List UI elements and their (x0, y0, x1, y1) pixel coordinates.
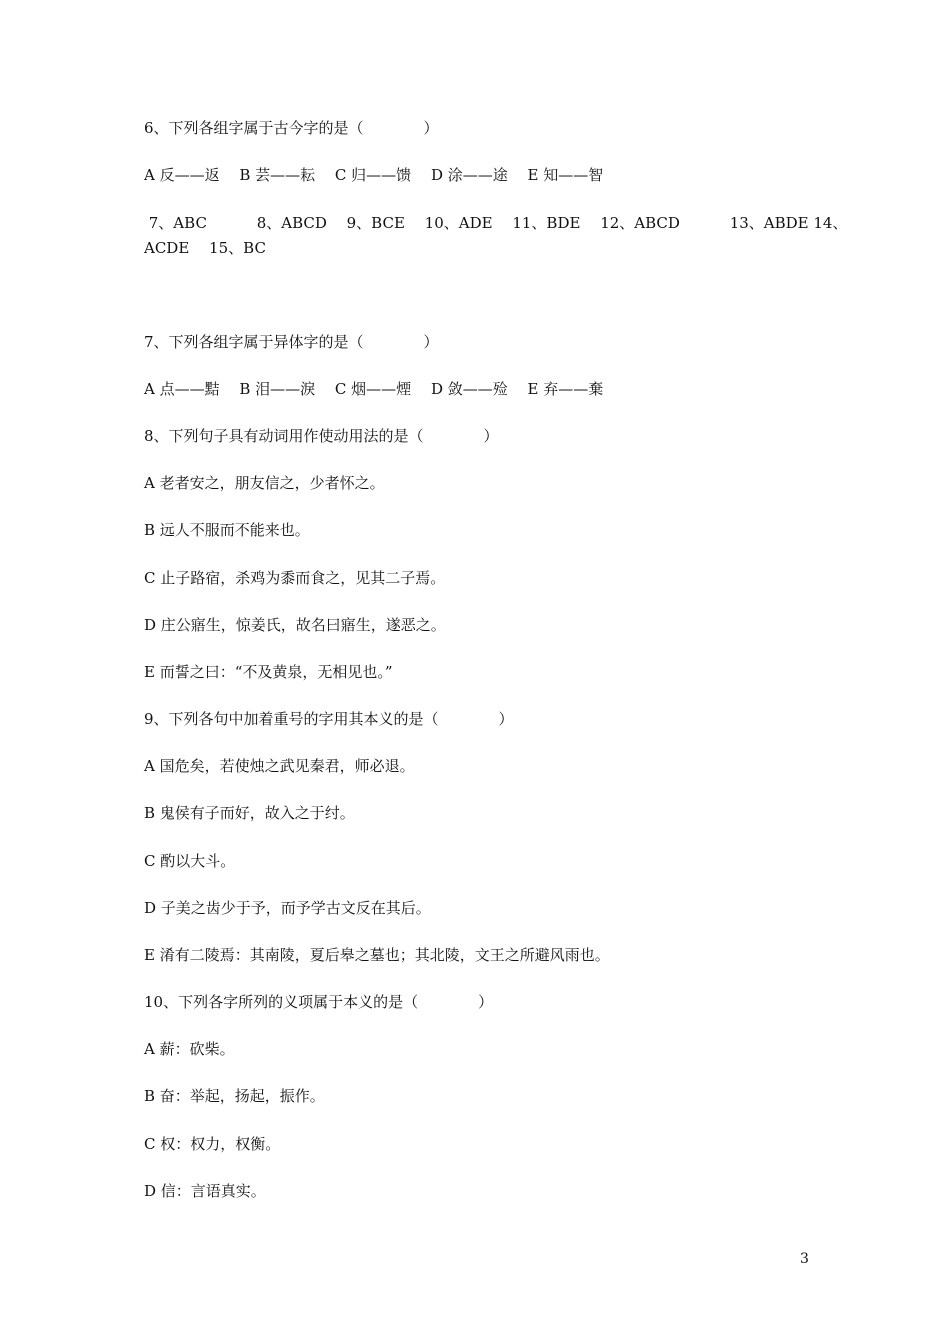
q8-option-e: E 而誓之曰：“不及黄泉，无相见也。” (144, 663, 393, 681)
q6-options: A 反——返 B 芸——耘 C 归——馈 D 涂——途 E 知——智 (144, 166, 604, 184)
q10-option-c: C 权：权力，权衡。 (144, 1135, 281, 1153)
q9-option-a: A 国危矣，若使烛之武见秦君，师必退。 (144, 757, 415, 775)
q8-option-a: A 老者安之，朋友信之，少者怀之。 (144, 474, 385, 492)
q9-title: 9、下列各句中加着重号的字用其本义的是（ ） (144, 710, 514, 728)
q10-option-d: D 信：言语真实。 (144, 1182, 266, 1200)
q10-title: 10、下列各字所列的义项属于本义的是（ ） (144, 993, 494, 1011)
q7-options: A 点——黠 B 泪——淚 C 烟——煙 D 敛——殓 E 弃——棄 (144, 380, 604, 398)
q8-title: 8、下列句子具有动词用作使动用法的是（ ） (144, 427, 499, 445)
q9-option-e: E 淆有二陵焉：其南陵，夏后皋之墓也；其北陵，文王之所避风雨也。 (144, 946, 610, 964)
q8-option-d: D 庄公寤生，惊姜氏，故名曰寤生，遂恶之。 (144, 616, 446, 634)
q9-option-c: C 酌以大斗。 (144, 852, 236, 870)
answers-line-1: 7、ABC 8、ABCD 9、BCE 10、ADE 11、BDE 12、ABCD 13、ABDE 14、 (144, 214, 848, 232)
page-number: 3 (800, 1251, 809, 1267)
q9-option-d: D 子美之齿少于予，而予学古文反在其后。 (144, 899, 431, 917)
q10-option-b: B 奋：举起，扬起，振作。 (144, 1087, 325, 1105)
q8-option-b: B 远人不服而不能来也。 (144, 521, 310, 539)
q8-option-c: C 止子路宿，杀鸡为黍而食之，见其二子焉。 (144, 569, 446, 587)
q7-title: 7、下列各组字属于异体字的是（ ） (144, 333, 439, 351)
q6-title: 6、下列各组字属于古今字的是（ ） (144, 119, 439, 137)
q9-option-b: B 鬼侯有子而好，故入之于纣。 (144, 804, 355, 822)
answers-line-2: ACDE 15、BC (144, 239, 266, 257)
q10-option-a: A 薪：砍柴。 (144, 1040, 235, 1058)
